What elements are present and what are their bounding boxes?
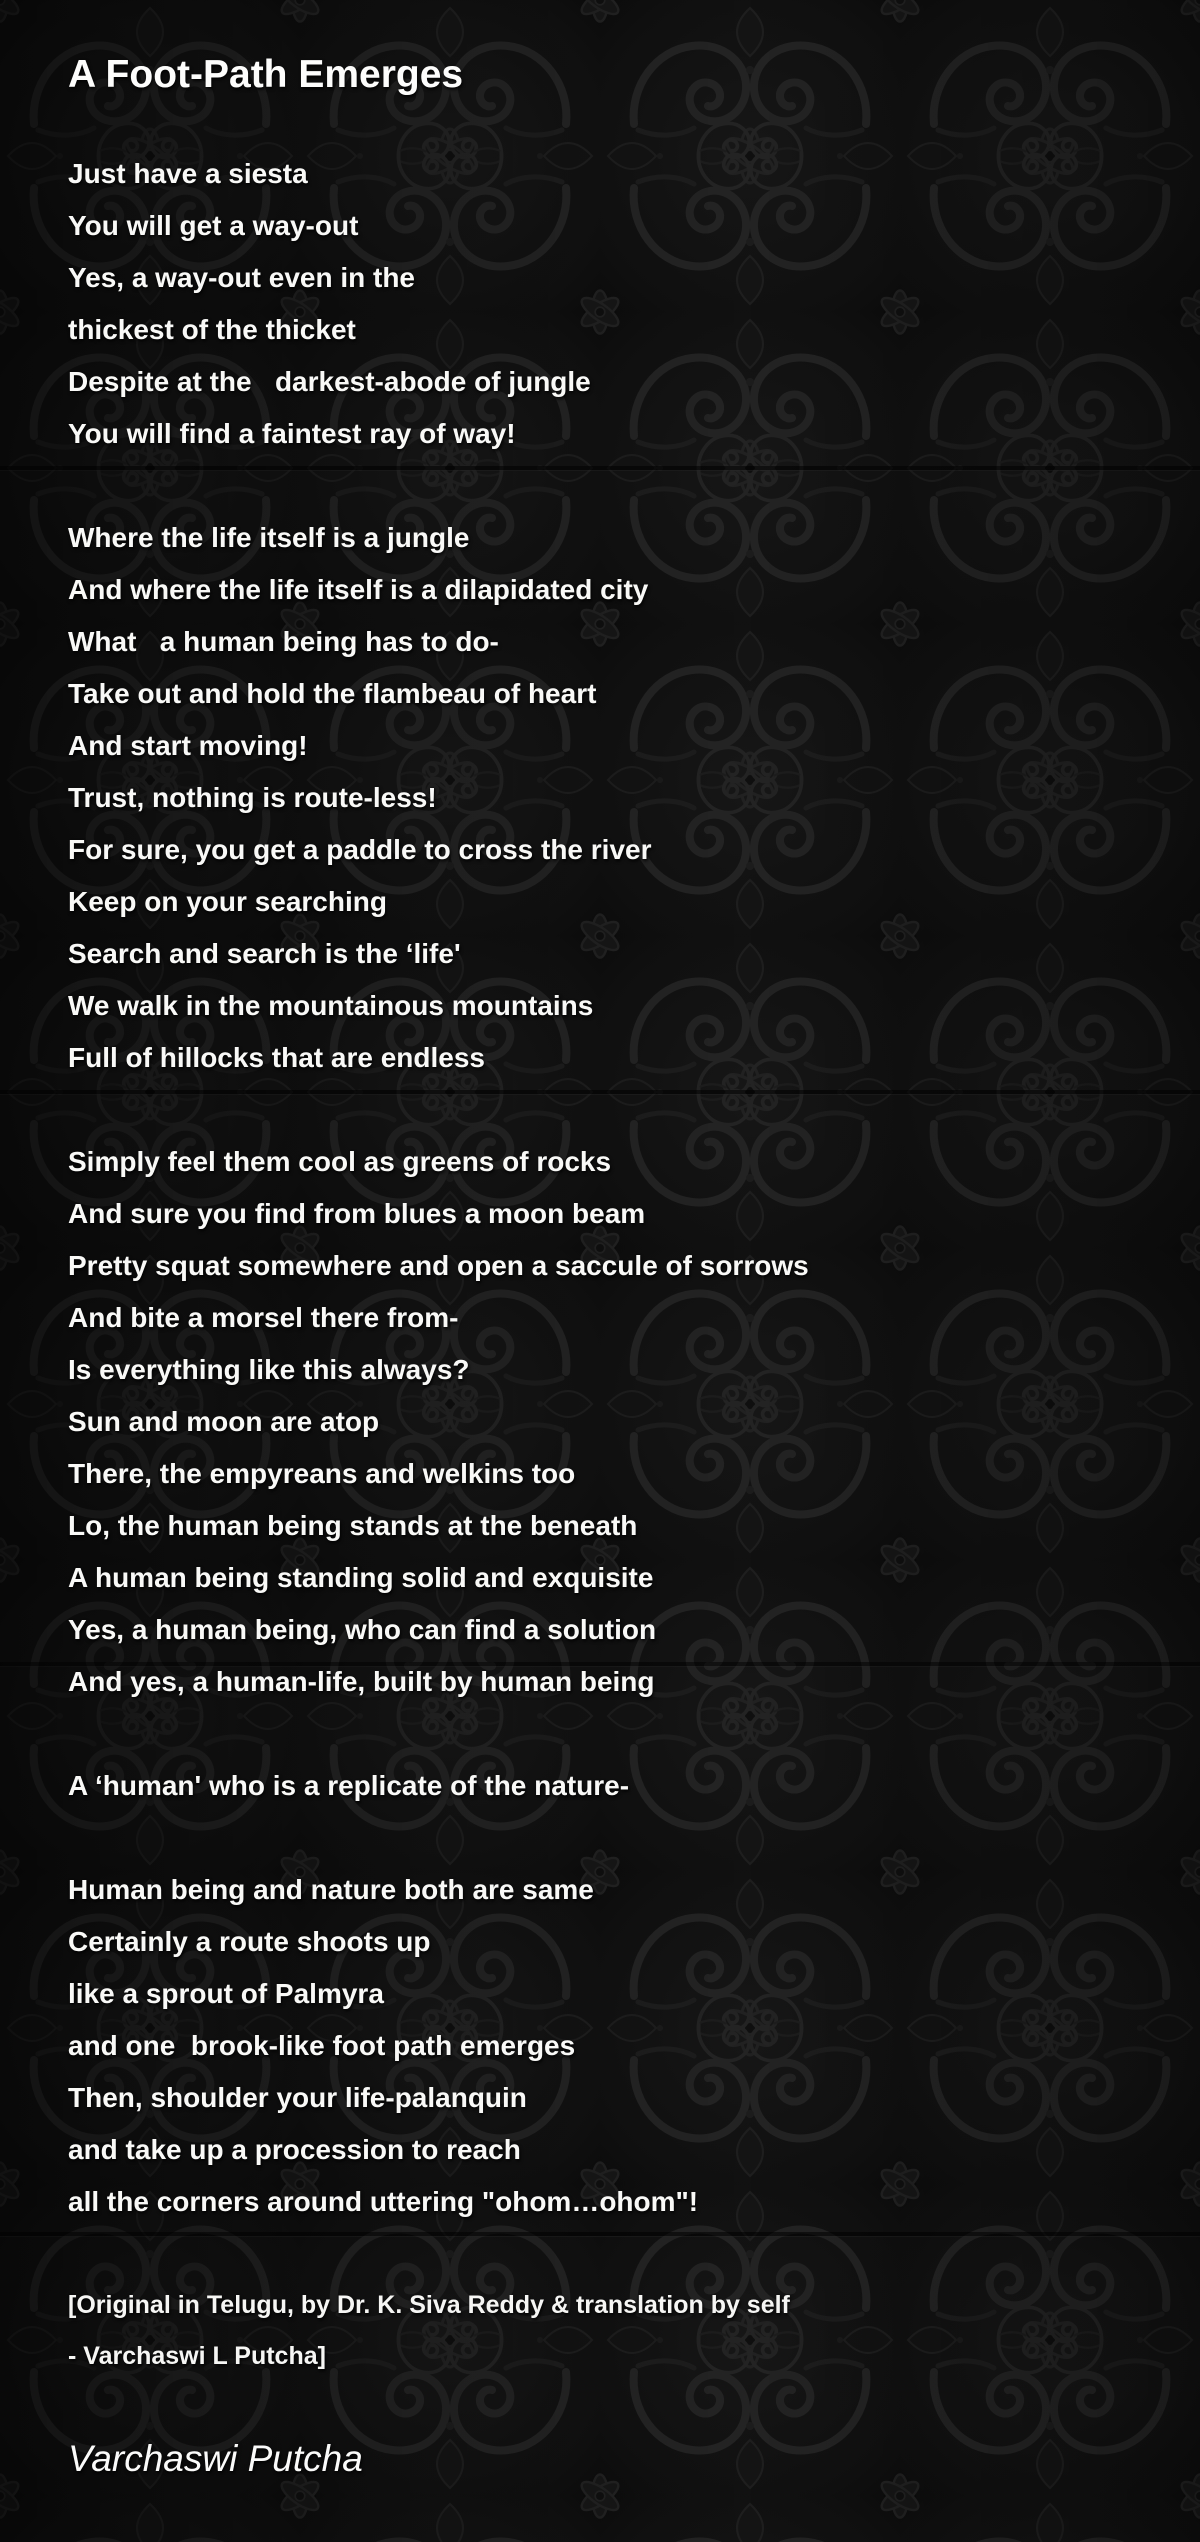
translation-note-line-2: - Varchaswi L Putcha] [68,2342,326,2370]
poem-line: You will get a way-out [68,210,359,241]
stanza [68,148,1160,460]
poem-line: And where the life itself is a dilapidated city [68,574,649,605]
poem-line: thickest of the thicket [68,314,356,345]
stanza [68,1136,1160,1708]
poem-line: Simply feel them cool as greens of rocks [68,1146,612,1177]
poem-line: And bite a morsel there from- [68,1302,459,1333]
poem-stanzas [68,148,1160,2228]
poem-line: Is everything like this always? [68,1354,470,1385]
poem-line: Sun and moon are atop [68,1406,380,1437]
poem-line: A ‘human' who is a replicate of the nature- [68,1770,630,1801]
poem-line: and one brook-like foot path emerges [68,2030,576,2061]
author-signature: Varchaswi Putcha [68,2438,363,2479]
poem-line: Lo, the human being stands at the beneath [68,1510,638,1541]
translation-note [68,2280,1160,2382]
poem-line: And sure you find from blues a moon beam [68,1198,646,1229]
stanza [68,512,1160,1084]
poem-line: Pretty squat somewhere and open a saccule of sorrows [68,1250,809,1281]
poem-line: Certainly a route shoots up [68,1926,431,1957]
poem-line: What a human being has to do- [68,626,499,657]
poem-line: Despite at the darkest-abode of jungle [68,366,591,397]
poem-line: Human being and nature both are same [68,1874,594,1905]
poem-line: There, the empyreans and welkins too [68,1458,576,1489]
poem-line: You will find a faintest ray of way! [68,418,516,449]
poem-line: Where the life itself is a jungle [68,522,470,553]
poem-line: Yes, a way-out even in the [68,262,416,293]
poem-line: Trust, nothing is route-less! [68,782,437,813]
stanza [68,1760,1160,1812]
poem-line: Just have a siesta [68,158,308,189]
poem-line: And yes, a human-life, built by human being [68,1666,655,1697]
poem-content [68,52,1160,2482]
poem-line: We walk in the mountainous mountains [68,990,594,1021]
poem-line: Yes, a human being, who can find a solution [68,1614,657,1645]
poem-line: all the corners around uttering "ohom…ohom"! [68,2186,699,2217]
translation-note-line-1: [Original in Telugu, by Dr. K. Siva Reddy & translation by self [68,2291,790,2319]
poem-line: A human being standing solid and exquisite [68,1562,654,1593]
poem-title: A Foot-Path Emerges [68,53,464,96]
poem-line: Search and search is the ‘life' [68,938,461,969]
poem-line: And start moving! [68,730,308,761]
poem-line: For sure, you get a paddle to cross the river [68,834,652,865]
poem-line: Keep on your searching [68,886,387,917]
poem-line: Full of hillocks that are endless [68,1042,485,1073]
stanza [68,1864,1160,2228]
poem-line: Then, shoulder your life-palanquin [68,2082,527,2113]
poem-line: Take out and hold the flambeau of heart [68,678,597,709]
poem-line: like a sprout of Palmyra [68,1978,384,2009]
poem-line: and take up a procession to reach [68,2134,521,2165]
